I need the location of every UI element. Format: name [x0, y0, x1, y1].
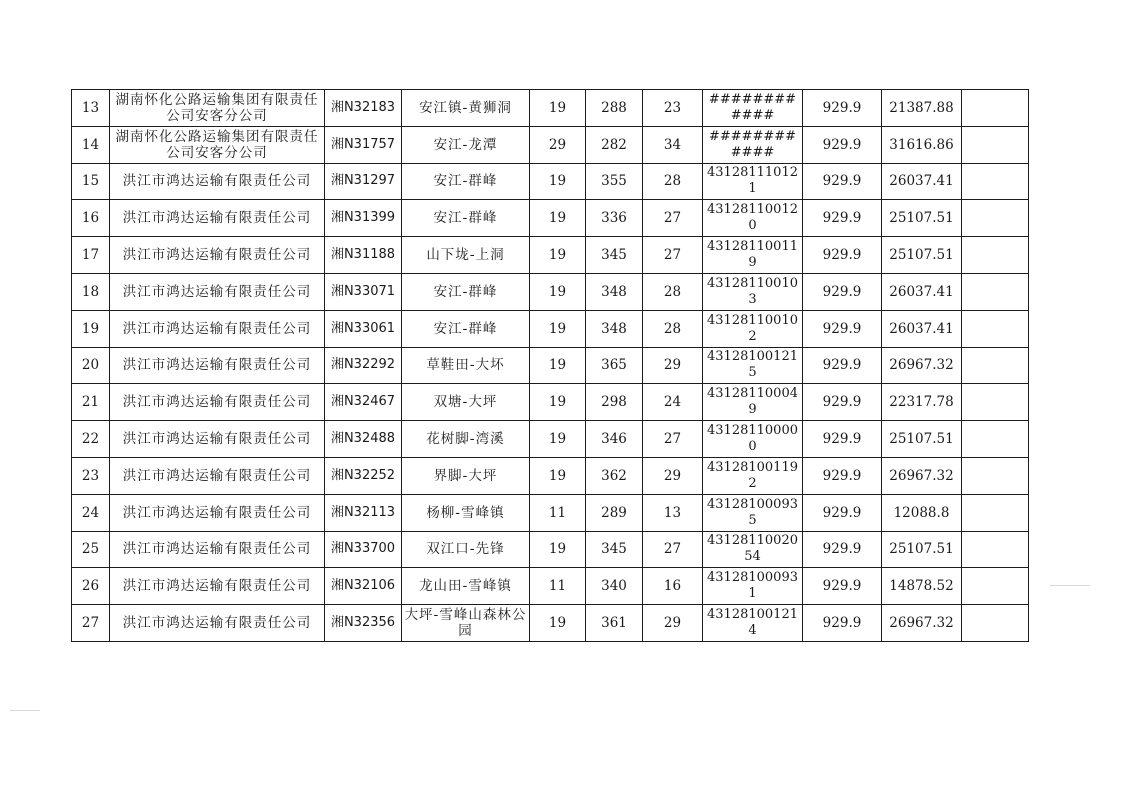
cell-rate: 929.9 [803, 421, 882, 458]
cell-route: 龙山田-雪峰镇 [402, 568, 530, 605]
cell-rate: 929.9 [803, 200, 882, 237]
cell-index: 14 [72, 126, 110, 163]
cell-col5: 11 [530, 568, 586, 605]
cell-col6: 298 [586, 384, 643, 421]
cell-index: 22 [72, 421, 110, 458]
cell-note [962, 90, 1029, 127]
cell-company: 洪江市鸿达运输有限责任公司 [110, 273, 325, 310]
cell-rate: 929.9 [803, 347, 882, 384]
table-body [72, 90, 1029, 642]
cell-plate: 湘N32106 [325, 568, 402, 605]
cell-note [962, 273, 1029, 310]
cell-route: 双江口-先锋 [402, 531, 530, 568]
cell-rate: 929.9 [803, 90, 882, 127]
cell-account: 431281000931 [703, 568, 803, 605]
cell-index: 20 [72, 347, 110, 384]
cell-index: 17 [72, 237, 110, 274]
cell-amount: 26967.32 [882, 605, 962, 642]
cell-col5: 19 [530, 457, 586, 494]
cell-col6: 336 [586, 200, 643, 237]
cell-col6: 348 [586, 310, 643, 347]
cell-col5: 19 [530, 347, 586, 384]
cell-account: ############ [703, 126, 803, 163]
cell-index: 16 [72, 200, 110, 237]
cell-route: 安江-群峰 [402, 200, 530, 237]
table-row [72, 200, 1029, 237]
table-row [72, 310, 1029, 347]
cell-note [962, 384, 1029, 421]
cell-col7: 28 [643, 310, 703, 347]
cell-amount: 21387.88 [882, 90, 962, 127]
scan-artifact-line [10, 710, 40, 711]
table-row [72, 126, 1029, 163]
cell-col7: 27 [643, 421, 703, 458]
cell-account: 431281110121 [703, 163, 803, 200]
table-row [72, 568, 1029, 605]
cell-note [962, 310, 1029, 347]
cell-route: 草鞋田-大坏 [402, 347, 530, 384]
cell-col6: 355 [586, 163, 643, 200]
cell-col7: 28 [643, 163, 703, 200]
cell-account: ############ [703, 90, 803, 127]
cell-company: 洪江市鸿达运输有限责任公司 [110, 494, 325, 531]
cell-plate: 湘N32488 [325, 421, 402, 458]
cell-index: 25 [72, 531, 110, 568]
cell-index: 18 [72, 273, 110, 310]
cell-col5: 19 [530, 421, 586, 458]
scan-artifact-line [1050, 585, 1090, 586]
table-row [72, 531, 1029, 568]
cell-col7: 27 [643, 200, 703, 237]
cell-rate: 929.9 [803, 605, 882, 642]
cell-amount: 26967.32 [882, 457, 962, 494]
cell-company: 洪江市鸿达运输有限责任公司 [110, 163, 325, 200]
cell-plate: 湘N31188 [325, 237, 402, 274]
cell-note [962, 200, 1029, 237]
cell-account: 431281000935 [703, 494, 803, 531]
cell-company: 洪江市鸿达运输有限责任公司 [110, 310, 325, 347]
cell-col6: 282 [586, 126, 643, 163]
cell-note [962, 126, 1029, 163]
cell-col7: 28 [643, 273, 703, 310]
cell-account: 431281100119 [703, 237, 803, 274]
cell-plate: 湘N32113 [325, 494, 402, 531]
cell-col6: 348 [586, 273, 643, 310]
cell-amount: 22317.78 [882, 384, 962, 421]
table-row [72, 163, 1029, 200]
cell-account: 4312811002054 [703, 531, 803, 568]
cell-route: 安江-群峰 [402, 273, 530, 310]
cell-account: 431281100102 [703, 310, 803, 347]
cell-col5: 19 [530, 605, 586, 642]
cell-col5: 19 [530, 273, 586, 310]
cell-route: 安江镇-黄狮洞 [402, 90, 530, 127]
cell-account: 431281100120 [703, 200, 803, 237]
subsidy-table [71, 89, 1029, 642]
cell-amount: 26967.32 [882, 347, 962, 384]
cell-amount: 25107.51 [882, 421, 962, 458]
cell-account: 431281001215 [703, 347, 803, 384]
cell-amount: 14878.52 [882, 568, 962, 605]
cell-company: 洪江市鸿达运输有限责任公司 [110, 200, 325, 237]
table-row [72, 494, 1029, 531]
cell-company: 洪江市鸿达运输有限责任公司 [110, 347, 325, 384]
cell-col5: 19 [530, 531, 586, 568]
cell-route: 山下垅-上洞 [402, 237, 530, 274]
cell-amount: 26037.41 [882, 310, 962, 347]
cell-col5: 11 [530, 494, 586, 531]
cell-index: 26 [72, 568, 110, 605]
cell-col7: 23 [643, 90, 703, 127]
cell-col6: 361 [586, 605, 643, 642]
cell-rate: 929.9 [803, 494, 882, 531]
cell-amount: 25107.51 [882, 200, 962, 237]
cell-company: 洪江市鸿达运输有限责任公司 [110, 421, 325, 458]
cell-rate: 929.9 [803, 384, 882, 421]
cell-index: 21 [72, 384, 110, 421]
cell-col5: 19 [530, 384, 586, 421]
cell-company: 湖南怀化公路运输集团有限责任公司安客分公司 [110, 126, 325, 163]
cell-index: 19 [72, 310, 110, 347]
cell-amount: 25107.51 [882, 531, 962, 568]
cell-route: 双塘-大坪 [402, 384, 530, 421]
cell-route: 大坪-雪峰山森林公园 [402, 605, 530, 642]
cell-col5: 19 [530, 310, 586, 347]
cell-plate: 湘N31399 [325, 200, 402, 237]
cell-amount: 31616.86 [882, 126, 962, 163]
cell-index: 27 [72, 605, 110, 642]
table-row [72, 421, 1029, 458]
cell-plate: 湘N31297 [325, 163, 402, 200]
cell-col6: 345 [586, 531, 643, 568]
cell-company: 洪江市鸿达运输有限责任公司 [110, 531, 325, 568]
cell-col7: 13 [643, 494, 703, 531]
cell-amount: 25107.51 [882, 237, 962, 274]
table-row [72, 273, 1029, 310]
cell-plate: 湘N32183 [325, 90, 402, 127]
cell-rate: 929.9 [803, 568, 882, 605]
cell-rate: 929.9 [803, 531, 882, 568]
cell-col6: 365 [586, 347, 643, 384]
cell-plate: 湘N33061 [325, 310, 402, 347]
cell-plate: 湘N32292 [325, 347, 402, 384]
cell-note [962, 347, 1029, 384]
cell-col6: 362 [586, 457, 643, 494]
cell-index: 13 [72, 90, 110, 127]
cell-note [962, 531, 1029, 568]
cell-route: 安江-群峰 [402, 310, 530, 347]
cell-rate: 929.9 [803, 126, 882, 163]
cell-note [962, 568, 1029, 605]
cell-index: 15 [72, 163, 110, 200]
table-row [72, 384, 1029, 421]
cell-account: 431281100049 [703, 384, 803, 421]
cell-company: 湖南怀化公路运输集团有限责任公司安客分公司 [110, 90, 325, 127]
table-row [72, 605, 1029, 642]
cell-account: 431281001192 [703, 457, 803, 494]
cell-col7: 34 [643, 126, 703, 163]
cell-route: 界脚-大坪 [402, 457, 530, 494]
cell-col5: 19 [530, 200, 586, 237]
cell-plate: 湘N33071 [325, 273, 402, 310]
cell-note [962, 163, 1029, 200]
cell-col5: 19 [530, 163, 586, 200]
cell-col7: 16 [643, 568, 703, 605]
cell-plate: 湘N33700 [325, 531, 402, 568]
cell-col5: 29 [530, 126, 586, 163]
cell-company: 洪江市鸿达运输有限责任公司 [110, 605, 325, 642]
table-row [72, 90, 1029, 127]
cell-account: 431281100000 [703, 421, 803, 458]
cell-account: 431281100103 [703, 273, 803, 310]
cell-company: 洪江市鸿达运输有限责任公司 [110, 568, 325, 605]
cell-route: 安江-龙潭 [402, 126, 530, 163]
cell-col6: 289 [586, 494, 643, 531]
cell-note [962, 457, 1029, 494]
cell-rate: 929.9 [803, 163, 882, 200]
cell-rate: 929.9 [803, 457, 882, 494]
cell-note [962, 421, 1029, 458]
table-row [72, 457, 1029, 494]
cell-col7: 24 [643, 384, 703, 421]
cell-amount: 26037.41 [882, 163, 962, 200]
cell-plate: 湘N32252 [325, 457, 402, 494]
cell-note [962, 237, 1029, 274]
cell-route: 安江-群峰 [402, 163, 530, 200]
cell-index: 23 [72, 457, 110, 494]
cell-col6: 288 [586, 90, 643, 127]
cell-col7: 29 [643, 347, 703, 384]
cell-note [962, 494, 1029, 531]
cell-route: 花树脚-湾溪 [402, 421, 530, 458]
cell-col7: 29 [643, 605, 703, 642]
cell-col6: 345 [586, 237, 643, 274]
cell-plate: 湘N31757 [325, 126, 402, 163]
cell-amount: 26037.41 [882, 273, 962, 310]
cell-note [962, 605, 1029, 642]
cell-account: 431281001214 [703, 605, 803, 642]
cell-col7: 29 [643, 457, 703, 494]
cell-col5: 19 [530, 237, 586, 274]
cell-col6: 346 [586, 421, 643, 458]
table-row [72, 347, 1029, 384]
cell-col6: 340 [586, 568, 643, 605]
cell-rate: 929.9 [803, 237, 882, 274]
cell-rate: 929.9 [803, 273, 882, 310]
cell-plate: 湘N32467 [325, 384, 402, 421]
cell-col5: 19 [530, 90, 586, 127]
cell-company: 洪江市鸿达运输有限责任公司 [110, 457, 325, 494]
cell-amount: 12088.8 [882, 494, 962, 531]
cell-rate: 929.9 [803, 310, 882, 347]
cell-index: 24 [72, 494, 110, 531]
cell-company: 洪江市鸿达运输有限责任公司 [110, 384, 325, 421]
cell-route: 杨柳-雪峰镇 [402, 494, 530, 531]
cell-col7: 27 [643, 531, 703, 568]
cell-col7: 27 [643, 237, 703, 274]
cell-plate: 湘N32356 [325, 605, 402, 642]
table-row [72, 237, 1029, 274]
cell-company: 洪江市鸿达运输有限责任公司 [110, 237, 325, 274]
